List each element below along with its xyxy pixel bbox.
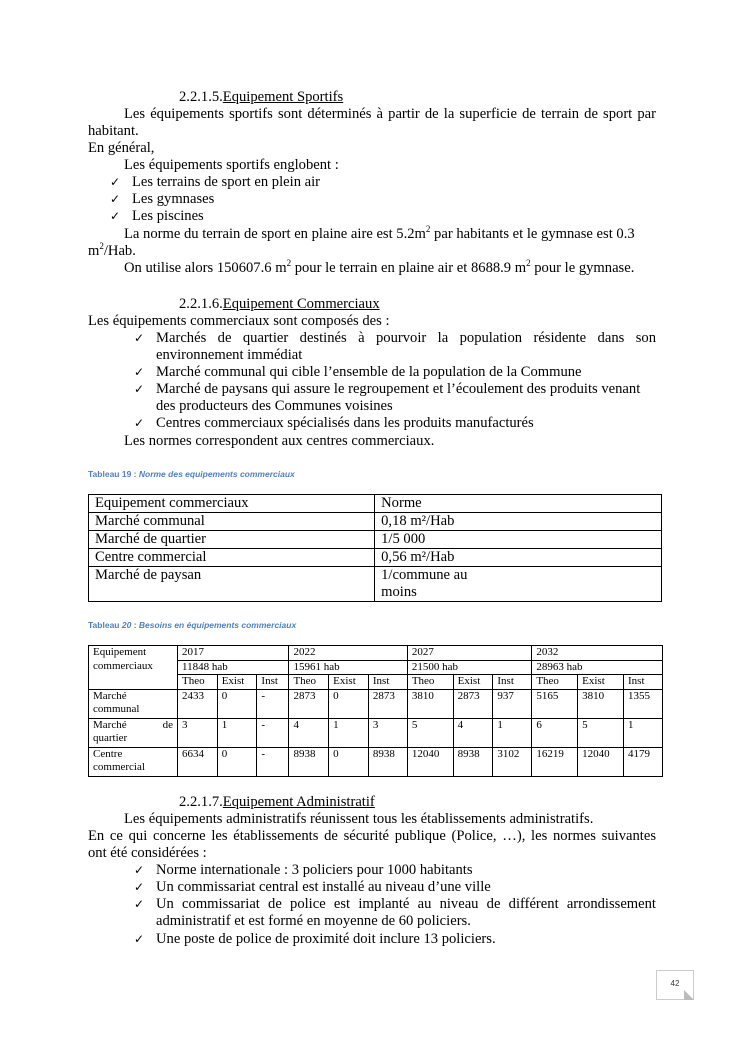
paragraph: Les équipements administratifs réunissent tous les établissements administratifs. xyxy=(124,811,594,827)
paragraph-usage: On utilise alors 150607.6 $m^2$ pour le terrain en plaine air et 8688.9 $m^2$ pour le gymnase. xyxy=(124,258,635,276)
section-number: 2.2.1.7. xyxy=(179,794,223,810)
section-title: Equipement Administratif xyxy=(222,794,375,810)
check-icon: ✓ xyxy=(134,880,145,894)
table-besoins-equipements xyxy=(88,645,663,777)
paragraph-norme: La norme du terrain de sport en plaine aire est $5.2m^2$ par habitants et le gymnase est 0.3 xyxy=(124,224,635,242)
section-heading-administratif xyxy=(179,794,375,811)
check-icon: ✓ xyxy=(110,192,121,206)
section-heading-commerciaux xyxy=(179,296,380,313)
table-header-row: Equipement commerciaux 2017 2022 2027 2032 xyxy=(89,646,663,661)
paragraph: Les équipements sportifs sont déterminés à partir de la superficie de terrain de sport par xyxy=(124,106,656,122)
section-title: Equipement Sportifs xyxy=(222,89,344,105)
table-row: Centre commercial 0,56 m²/Hab xyxy=(89,549,662,567)
paragraph: Les normes correspondent aux centres commerciaux. xyxy=(124,433,435,449)
table-caption-20: Tableau 20 : Besoins en équipements commerciaux xyxy=(88,620,297,630)
check-icon: ✓ xyxy=(134,932,145,946)
table-row: Centre commercial 6634 0 - 8938 0 8938 12040 8938 3102 16219 12040 4179 xyxy=(89,747,663,776)
section-number: 2.2.1.5. xyxy=(179,89,223,105)
table-row: Marché de quartier 3 1 - 4 1 3 5 4 1 6 5 1 xyxy=(89,718,663,747)
section-heading-sportifs xyxy=(179,89,343,106)
check-icon: ✓ xyxy=(134,331,145,345)
paragraph: En ce qui concerne les établissements de sécurité publique (Police, …), les normes suivantes xyxy=(88,828,656,844)
check-icon: ✓ xyxy=(134,416,145,430)
page-curl-icon xyxy=(684,990,694,1000)
table-subheader-row: Theo Exist Inst Theo Exist Inst Theo Exist Inst Theo Exist Inst xyxy=(89,675,663,690)
table-norme-equipements xyxy=(88,494,662,602)
table-caption-19: Tableau 19 : Norme des equipements commerciaux xyxy=(88,469,295,479)
table-row: Marché de paysan 1/commune au moins xyxy=(89,567,662,602)
check-icon: ✓ xyxy=(134,863,145,877)
page-number: 42 xyxy=(656,970,694,1000)
section-title: Equipement Commerciaux xyxy=(222,296,380,312)
paragraph: habitant. xyxy=(88,123,139,139)
table-row: Marché de quartier 1/5 000 xyxy=(89,531,662,549)
check-icon: ✓ xyxy=(110,209,121,223)
paragraph: Les équipements sportifs englobent : xyxy=(124,157,339,173)
table-row: Marché communal 0,18 m²/Hab xyxy=(89,513,662,531)
paragraph: ont été considérées : xyxy=(88,845,207,861)
paragraph-norme-cont: $m^2$/Hab. xyxy=(88,241,136,259)
table-row: Marché communal 2433 0 - 2873 0 2873 3810 2873 937 5165 3810 1355 xyxy=(89,689,663,718)
check-icon: ✓ xyxy=(134,365,145,379)
table-header-row: Equipement commerciaux Norme xyxy=(89,495,662,513)
table-header-row: 11848 hab 15961 hab 21500 hab 28963 hab xyxy=(89,660,663,675)
check-icon: ✓ xyxy=(110,175,121,189)
check-icon: ✓ xyxy=(134,897,145,911)
section-number: 2.2.1.6. xyxy=(179,296,223,312)
paragraph: En général, xyxy=(88,140,155,156)
paragraph: Les équipements commerciaux sont composés des : xyxy=(88,313,390,329)
check-icon: ✓ xyxy=(134,382,145,396)
